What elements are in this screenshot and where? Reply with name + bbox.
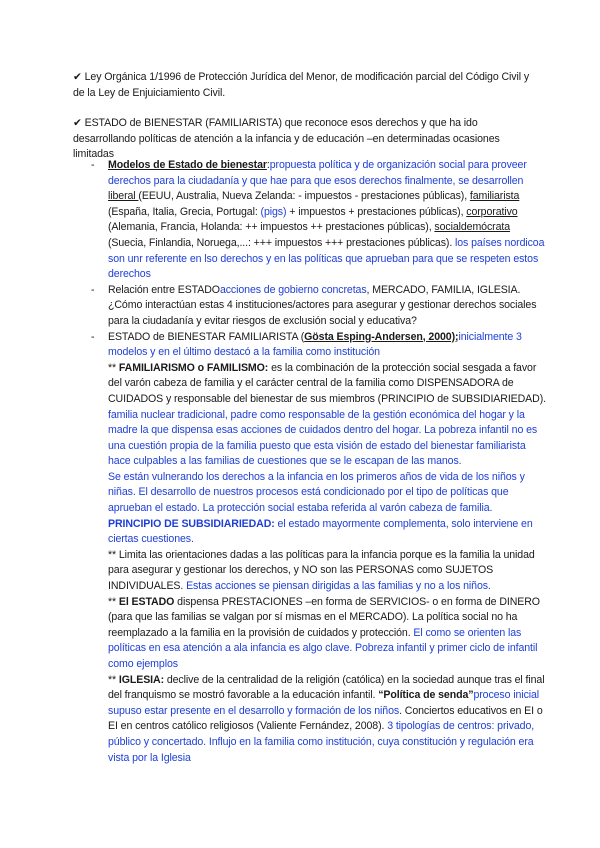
- list-item-familiarista: [73, 330, 548, 767]
- blue-note: acciones de gobierno concretas: [219, 283, 367, 296]
- label-estado: El ESTADO: [118, 595, 175, 608]
- blue-note: Estas acciones se piensan dirigidas a las familias y no a los niños.: [186, 580, 491, 593]
- text: es la combinación de la protección social sesgada a favor del varón cabeza de familia y el carácter central de la familia como DISPENSADORA de CUIDADOS y responsable del bienestar de sus miembros (PRINCIPIO de SUBSIDIARIEDAD).: [108, 361, 546, 405]
- label-politica-senda: “Política de senda”: [378, 689, 474, 702]
- list-item-modelos: [73, 158, 548, 283]
- text: (España, Italia, Grecia, Portugal:: [108, 205, 261, 218]
- label-subsidiariedad: PRINCIPIO DE SUBSIDIARIEDAD:: [108, 517, 275, 530]
- text: ** Limita las orientaciones dadas a las políticas para la infancia porque es la familia la unidad para asegurar y gestionar los derechos, y NO son las PERSONAS como SUJETOS INDIVIDUALES.: [108, 548, 535, 593]
- text: , MERCADO, FAMILIA, IGLESIA. ¿Cómo interactúan estas 4 instituciones/actores para asegurar y gestionar derechos sociales para la ciudadanía y evitar riesgos de exclusión social y educativa?: [108, 283, 537, 327]
- author-citation: Gösta Esping-Andersen, 2000);: [304, 330, 459, 343]
- text: **: [108, 361, 119, 374]
- colon: :: [266, 159, 270, 171]
- blue-note: los países nordicoa son unr referente en lso derechos y en las políticas que aprueban para que se respeten estos derechos: [108, 236, 545, 281]
- dash-bullet: -: [91, 283, 95, 296]
- blue-note: Se están vulnerando los derechos a la infancia en los primeros años de vida de los niños y niñas. El desarrollo de nuestros procesos está condicionado por el tipo de políticas que aprueban el estado. La protección social estaba referida al varón cabeza de familia.: [108, 470, 525, 515]
- text: + impuestos + prestaciones públicas),: [286, 205, 467, 218]
- text: dispensa PRESTACIONES –en forma de SERVICIOS- o en forma de DINERO (para que las familias se valgan por sí mismas en el MERCADO). La política social no ha reemplazado a la familia en la provisión de cuidados y protección.: [108, 595, 540, 639]
- text: (Suecia, Finlandia, Noruega,...: +++ impuestos +++ prestaciones públicas).: [108, 236, 456, 249]
- paragraph-text: ESTADO de BIENESTAR (FAMILIARISTA) que reconoce esos derechos y que ha ido desarrollando políticas de atención a la infancia y de educación –en determinadas ocasiones limitadas: [73, 117, 500, 161]
- blue-note: inicialmente 3 modelos y en el último destacó a la familia como institución: [108, 330, 522, 359]
- text: (Alemania, Francia, Holanda: ++ impuestos ++ prestaciones públicas),: [108, 221, 435, 234]
- text: . Conciertos educativos en EI o EI en centros católico religiosos (Valiente Fernández, 2008).: [108, 704, 543, 733]
- paragraph-text: Ley Orgánica 1/1996 de Protección Jurídica del Menor, de modificación parcial del Código Civil y de la Ley de Enjuiciamiento Civil.: [73, 71, 530, 99]
- blue-note: el estado mayormente complementa, solo interviene en ciertas cuestiones.: [108, 517, 533, 546]
- text: Relación entre ESTADO: [108, 283, 220, 296]
- blue-note: propuesta política y de organización social para proveer derechos para la ciudadanía y que hae para que esos derechos finalmente, se desarrollen: [108, 159, 527, 187]
- check-icon: ✔: [73, 117, 82, 129]
- text: (EEUU, Australia, Nueva Zelanda: - impuestos - prestaciones públicas),: [138, 190, 470, 203]
- dash-bullet: -: [91, 159, 95, 171]
- label-iglesia: IGLESIA:: [118, 673, 164, 686]
- paragraph-ley-organica: [73, 70, 543, 101]
- term-corporativo: corporativo: [466, 205, 518, 218]
- term-liberal: liberal: [108, 190, 139, 203]
- blue-note: familia nuclear tradicional, padre como responsable de la gestión económica del hogar y la madre la que dispensa esas acciones de cuidados dentro del hogar. La pobreza infantil no es una cuestión propia de la familia puesto que esta visión de estado del bienestar familiarista hace culpables a las familias de cuestiones que se le escapan de las manos.: [108, 408, 538, 468]
- bullet-list: [73, 158, 548, 766]
- heading-modelos: Modelos de Estado de bienestar: [108, 159, 267, 171]
- blue-note: (pigs): [260, 205, 287, 218]
- term-familiarista: familiarista: [469, 190, 520, 203]
- text: **: [108, 595, 119, 608]
- paragraph-estado-bienestar: [73, 116, 543, 163]
- blue-note: proceso inicial supuso estar presente en el desarrollo y formación de los niños: [108, 689, 540, 717]
- list-item-relacion: [73, 283, 548, 330]
- text: ESTADO de BIENESTAR FAMILIARISTA (: [108, 330, 305, 343]
- check-icon: ✔: [73, 71, 82, 83]
- term-socialdemocrata: socialdemócrata: [434, 221, 511, 234]
- label-familiarismo: FAMILIARISMO o FAMILISMO:: [118, 361, 269, 374]
- text: declive de la centralidad de la religión (católica) en la sociedad aunque tras el final del franquismo se mostró favorable a la educación infantil.: [108, 673, 545, 702]
- blue-note: El como se orienten las políticas en esa atención a ala infancia es algo clave. Pobreza infantil y primer ciclo de infantil como ejemplos: [108, 626, 538, 670]
- dash-bullet: -: [91, 330, 95, 343]
- blue-note: 3 tipologías de centros: privado, público y concertado. Influjo en la familia como institución, cuya constitución y regulación era vista por la Iglesia: [108, 720, 535, 764]
- text: **: [108, 673, 119, 686]
